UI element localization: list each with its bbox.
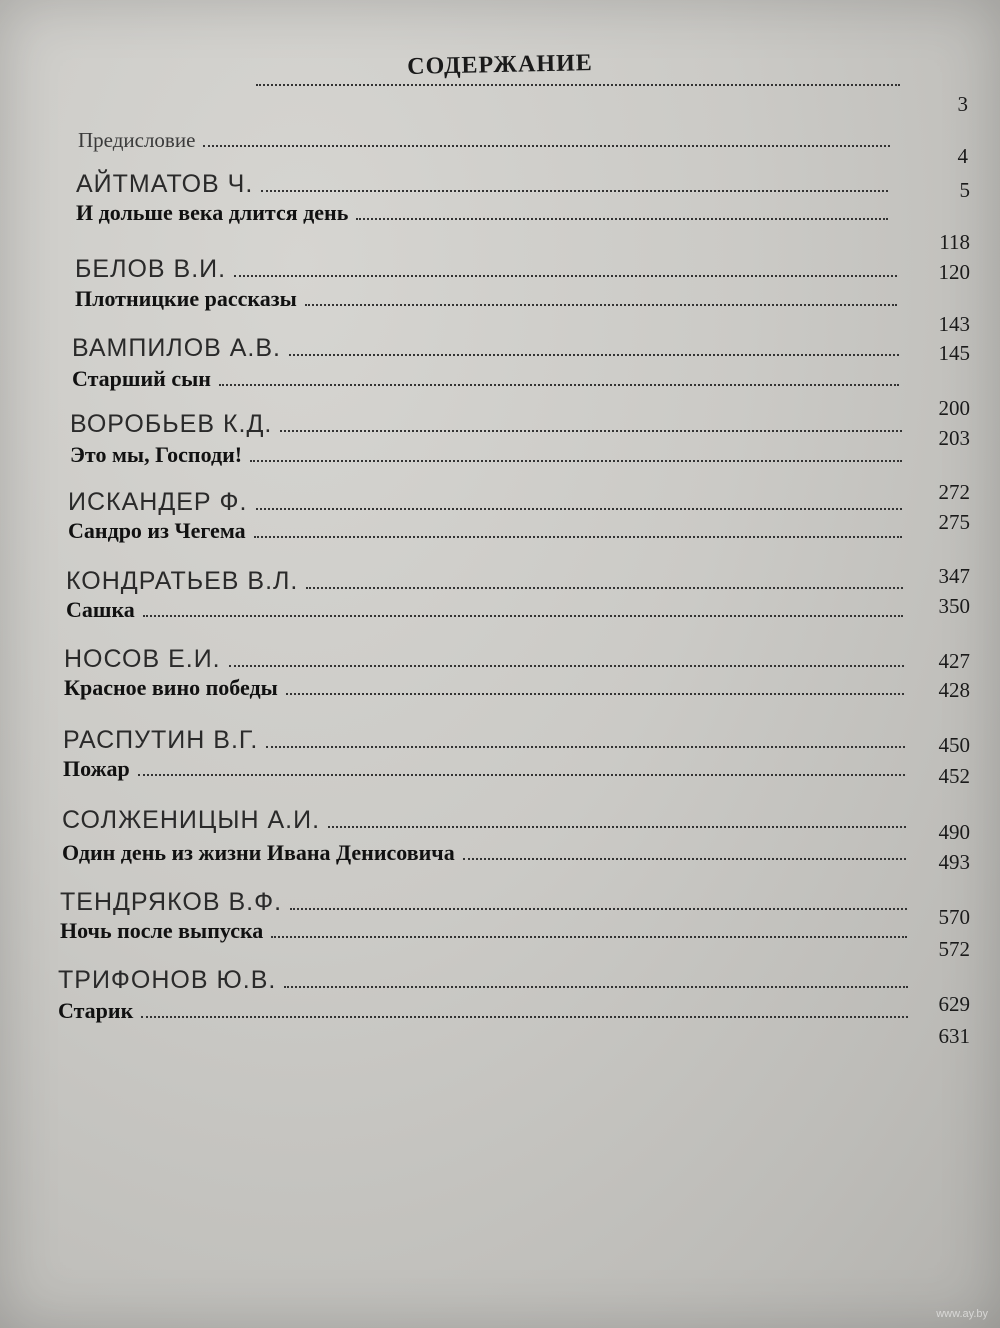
toc-author-row <box>58 966 916 995</box>
dot-leader <box>356 218 888 220</box>
dot-leader <box>234 275 897 277</box>
preface-label: Предисловие <box>78 128 196 152</box>
dot-leader <box>280 430 902 432</box>
dot-leader <box>261 190 888 192</box>
work-page-number: 143 <box>938 312 970 336</box>
work-title: Плотницкие рассказы <box>75 286 297 311</box>
dot-leader <box>284 986 908 988</box>
work-page-number: 347 <box>938 564 970 588</box>
author-page-number: 120 <box>938 260 970 284</box>
dot-leader <box>229 665 904 667</box>
author-name: СОЛЖЕНИЦЫН А.И. <box>62 806 321 834</box>
author-page-number: 452 <box>938 764 970 788</box>
dot-leader <box>256 84 900 86</box>
toc-author-row <box>62 806 914 835</box>
dot-leader <box>250 460 902 462</box>
dot-leader <box>305 304 897 306</box>
author-name: ТЕНДРЯКОВ В.Ф. <box>60 888 283 916</box>
dot-leader <box>271 936 907 938</box>
author-name: ВОРОБЬЕВ К.Д. <box>70 410 273 438</box>
work-title: Старший сын <box>72 366 211 391</box>
toc-author-row <box>72 334 907 363</box>
dot-leader <box>138 774 905 776</box>
author-page-number: 350 <box>938 594 970 618</box>
toc-author-row <box>66 567 911 596</box>
toc-work-row <box>62 840 914 866</box>
page-title <box>0 42 1000 90</box>
dot-leader <box>266 746 905 748</box>
toc-author-row <box>60 888 915 917</box>
work-page-number: 118 <box>939 230 970 254</box>
author-name: НОСОВ Е.И. <box>64 645 221 673</box>
toc-author-row <box>68 488 910 517</box>
work-page-number: 200 <box>938 396 970 420</box>
dot-leader <box>256 508 903 510</box>
dot-leader <box>463 858 906 860</box>
author-name: АЙТМАТОВ Ч. <box>76 170 254 198</box>
toc-row-preface <box>78 128 898 153</box>
work-page-number: 629 <box>938 992 970 1016</box>
toc-author-row <box>63 726 913 755</box>
dot-leader <box>219 384 899 386</box>
work-title: Один день из жизни Ивана Денисовича <box>62 840 455 865</box>
work-page-number: 450 <box>938 733 970 757</box>
work-page-number: 490 <box>938 820 970 844</box>
author-name: КОНДРАТЬЕВ В.Л. <box>66 567 299 595</box>
work-page-number: 570 <box>938 905 970 929</box>
work-title: Сашка <box>66 597 135 622</box>
author-page-number: 493 <box>938 850 970 874</box>
work-title: Пожар <box>63 756 130 781</box>
work-title: Красное вино победы <box>64 675 278 700</box>
author-name: РАСПУТИН В.Г. <box>63 726 259 754</box>
toc-work-row <box>58 998 916 1024</box>
title-text: СОДЕРЖАНИЕ <box>406 50 594 80</box>
author-name: ИСКАНДЕР Ф. <box>68 488 248 516</box>
work-title: Старик <box>58 998 134 1023</box>
work-title: И дольше века длится день <box>76 200 349 225</box>
toc-work-row <box>76 200 896 226</box>
author-page-number: 572 <box>938 937 970 961</box>
toc-row-leader-top <box>248 84 908 91</box>
toc-work-row <box>70 442 910 468</box>
toc-work-row <box>72 366 907 392</box>
dot-leader <box>306 587 903 589</box>
work-page-number: 272 <box>938 480 970 504</box>
toc-work-row <box>64 675 912 701</box>
author-page-number: 631 <box>938 1024 970 1048</box>
author-page-number: 203 <box>938 426 970 450</box>
toc-author-row <box>64 645 912 674</box>
author-page-number: 145 <box>938 341 970 365</box>
author-page-number: 275 <box>938 510 970 534</box>
toc-work-row <box>66 597 911 623</box>
dot-leader <box>141 1016 908 1018</box>
dot-leader <box>286 693 904 695</box>
work-page-number: 427 <box>938 649 970 673</box>
work-title: Ночь после выпуска <box>60 918 264 943</box>
dot-leader <box>254 536 902 538</box>
preface-page-top: 3 <box>957 92 968 116</box>
watermark: www.ay.by <box>936 1308 988 1320</box>
toc-author-row <box>75 255 905 284</box>
work-title: Это мы, Господи! <box>70 442 243 467</box>
toc-work-row <box>60 918 915 944</box>
dot-leader <box>328 826 906 828</box>
author-name: БЕЛОВ В.И. <box>75 255 227 283</box>
toc-author-row <box>76 170 896 199</box>
toc-work-row <box>63 756 913 782</box>
author-name: ВАМПИЛОВ А.В. <box>72 334 281 362</box>
dot-leader <box>203 145 890 147</box>
dot-leader <box>289 354 899 356</box>
author-page-number: 5 <box>959 178 970 202</box>
author-page-number: 428 <box>938 678 970 702</box>
toc-work-row <box>68 518 910 544</box>
toc-work-row <box>75 286 905 312</box>
dot-leader <box>143 615 903 617</box>
author-name: ТРИФОНОВ Ю.В. <box>58 966 277 994</box>
preface-page-number: 4 <box>957 144 968 168</box>
dot-leader <box>290 908 907 910</box>
work-title: Сандро из Чегема <box>68 518 246 543</box>
toc-author-row <box>70 410 910 439</box>
